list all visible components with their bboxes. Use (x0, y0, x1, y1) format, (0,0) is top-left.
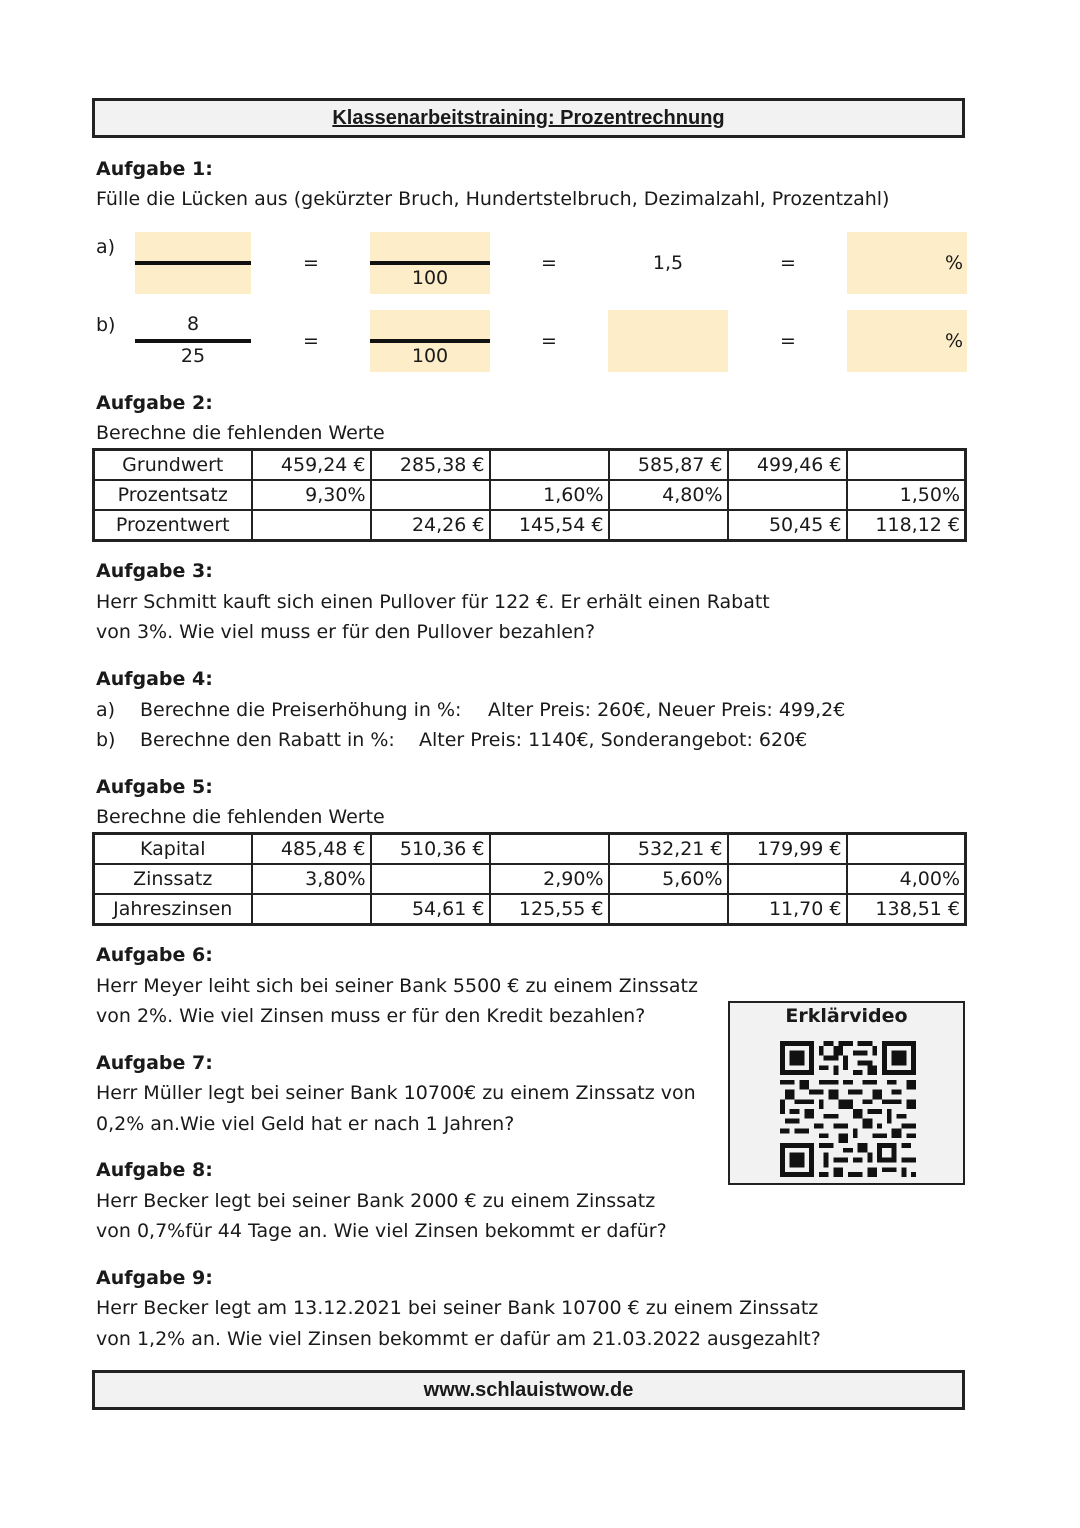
row-b-numerator: 8 (186, 313, 200, 335)
row-a-denominator: 100 (411, 267, 449, 289)
task5-heading: Aufgabe 5: (96, 776, 213, 798)
task4-a-label: a) (96, 699, 116, 721)
task3-line2: von 3%. Wie viel muss er für den Pullover bezahlen? (96, 621, 596, 643)
task7-heading: Aufgabe 7: (96, 1052, 213, 1074)
equals-sign: = (541, 330, 557, 352)
table-cell: 5,60% (609, 864, 728, 894)
task1-instruction: Fülle die Lücken aus (gekürzter Bruch, Hundertstelbruch, Dezimalzahl, Prozentzahl) (96, 188, 890, 210)
table-cell: 499,46 € (728, 450, 847, 481)
table-cell[interactable] (609, 894, 728, 925)
table-cell: 11,70 € (728, 894, 847, 925)
equals-sign: = (541, 252, 557, 274)
table-cell: 459,24 € (252, 450, 371, 481)
equals-sign: = (780, 330, 796, 352)
table-cell: 485,48 € (252, 834, 371, 865)
row-b-denominator: 25 (180, 345, 206, 367)
task6-line2: von 2%. Wie viel Zinsen muss er für den Kredit bezahlen? (96, 1005, 646, 1027)
table-cell[interactable] (847, 834, 966, 865)
table-cell: 4,80% (609, 480, 728, 510)
explainer-video-box[interactable] (728, 1001, 965, 1185)
table-cell: 532,21 € (609, 834, 728, 865)
table-cell[interactable] (490, 450, 609, 481)
table-cell: 510,36 € (371, 834, 490, 865)
row-a-fraction-bar (135, 261, 251, 265)
equals-sign: = (303, 330, 319, 352)
table-cell: Kapital (94, 834, 252, 865)
footer-link[interactable]: www.schlauistwow.de (423, 1378, 634, 1401)
table-cell[interactable] (490, 834, 609, 865)
table-cell[interactable] (728, 480, 847, 510)
row-b-label: b) (96, 314, 116, 336)
table-cell: 179,99 € (728, 834, 847, 865)
table-cell[interactable] (371, 480, 490, 510)
task8-heading: Aufgabe 8: (96, 1159, 213, 1181)
table-cell: 2,90% (490, 864, 609, 894)
table-cell[interactable] (728, 864, 847, 894)
equals-sign: = (303, 252, 319, 274)
task6-line1: Herr Meyer leiht sich bei seiner Bank 5500 € zu einem Zinssatz (96, 975, 698, 997)
task9-heading: Aufgabe 9: (96, 1267, 213, 1289)
row-b-percent-sign: % (945, 330, 964, 352)
table-cell: 3,80% (252, 864, 371, 894)
task4-b-values: Alter Preis: 1140€, Sonderangebot: 620€ (419, 729, 808, 751)
task4-a-text: Berechne die Preiserhöhung in %: (140, 699, 462, 721)
table-cell: 285,38 € (371, 450, 490, 481)
qr-code-icon[interactable] (778, 1041, 918, 1177)
task5-table (92, 832, 967, 926)
task1-heading: Aufgabe 1: (96, 158, 213, 180)
table-row (94, 450, 966, 481)
task4-a-values: Alter Preis: 260€, Neuer Preis: 499,2€ (488, 699, 846, 721)
table-row (94, 480, 966, 510)
table-cell: Prozentwert (94, 510, 252, 541)
task9-line1: Herr Becker legt am 13.12.2021 bei seiner Bank 10700 € zu einem Zinssatz (96, 1297, 819, 1319)
table-cell: Jahreszinsen (94, 894, 252, 925)
table-cell: 118,12 € (847, 510, 966, 541)
task3-heading: Aufgabe 3: (96, 560, 213, 582)
task4-b-label: b) (96, 729, 116, 751)
table-cell[interactable] (847, 450, 966, 481)
table-cell: 145,54 € (490, 510, 609, 541)
table-cell: Zinssatz (94, 864, 252, 894)
table-row (94, 510, 966, 541)
table-cell: Prozentsatz (94, 480, 252, 510)
table-cell: 1,60% (490, 480, 609, 510)
task8-line2: von 0,7%für 44 Tage an. Wie viel Zinsen bekommt er dafür? (96, 1220, 667, 1242)
row-b-hundredths-bar (370, 339, 490, 343)
table-row (94, 834, 966, 865)
row-b-fraction-bar (135, 339, 251, 343)
table-cell[interactable] (371, 864, 490, 894)
table-cell: 138,51 € (847, 894, 966, 925)
table-cell: 9,30% (252, 480, 371, 510)
task2-table (92, 448, 967, 542)
table-row (94, 864, 966, 894)
task4-heading: Aufgabe 4: (96, 668, 213, 690)
table-cell: 24,26 € (371, 510, 490, 541)
row-a-percent-sign: % (945, 252, 964, 274)
task5-instruction: Berechne die fehlenden Werte (96, 806, 385, 828)
row-b-denominator2: 100 (411, 345, 449, 367)
task8-line1: Herr Becker legt bei seiner Bank 2000 € zu einem Zinssatz (96, 1190, 656, 1212)
row-a-label: a) (96, 236, 116, 258)
table-cell: 54,61 € (371, 894, 490, 925)
table-cell[interactable] (252, 510, 371, 541)
task7-line1: Herr Müller legt bei seiner Bank 10700€ zu einem Zinssatz von (96, 1082, 696, 1104)
table-cell: Grundwert (94, 450, 252, 481)
table-cell[interactable] (252, 894, 371, 925)
row-a-hundredths-bar (370, 261, 490, 265)
page-title: Klassenarbeitstraining: Prozentrechnung (332, 106, 725, 129)
task2-instruction: Berechne die fehlenden Werte (96, 422, 385, 444)
task7-line2: 0,2% an.Wie viel Geld hat er nach 1 Jahren? (96, 1113, 515, 1135)
table-cell: 585,87 € (609, 450, 728, 481)
task9-line2: von 1,2% an. Wie viel Zinsen bekommt er dafür am 21.03.2022 ausgezahlt? (96, 1328, 821, 1350)
video-label: Erklärvideo (785, 1005, 908, 1027)
table-row (94, 894, 966, 925)
task6-heading: Aufgabe 6: (96, 944, 213, 966)
table-cell[interactable] (609, 510, 728, 541)
table-cell: 4,00% (847, 864, 966, 894)
row-b-decimal-blank[interactable] (608, 310, 728, 372)
task4-b-text: Berechne den Rabatt in %: (140, 729, 395, 751)
footer-box (92, 1370, 965, 1410)
task3-line1: Herr Schmitt kauft sich einen Pullover für 122 €. Er erhält einen Rabatt (96, 591, 770, 613)
task2-heading: Aufgabe 2: (96, 392, 213, 414)
title-box (92, 98, 965, 138)
table-cell: 50,45 € (728, 510, 847, 541)
row-a-decimal: 1,5 (652, 252, 684, 274)
equals-sign: = (780, 252, 796, 274)
table-cell: 1,50% (847, 480, 966, 510)
table-cell: 125,55 € (490, 894, 609, 925)
